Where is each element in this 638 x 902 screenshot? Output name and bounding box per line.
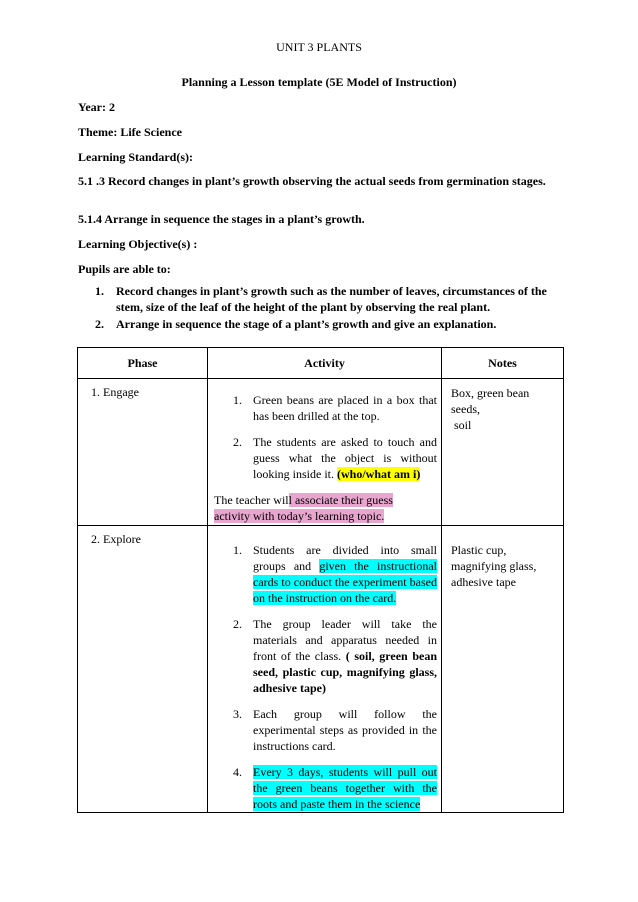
step-text: Students are divided into small groups and (253, 543, 437, 573)
header-notes: Notes (442, 348, 564, 379)
step-number: 4. (233, 765, 242, 779)
phase-explore: 2. Explore (78, 526, 208, 813)
objective-item (95, 283, 565, 315)
objective-number: 1. (95, 284, 104, 298)
page-header: UNIT 3 PLANTS (276, 40, 362, 54)
notes-engage (442, 379, 564, 526)
highlight-pink: l associate their guess (288, 493, 393, 507)
objective-item (95, 316, 565, 332)
note-line: Plastic cup, (451, 543, 507, 557)
explore-step-2 (208, 616, 441, 696)
objective-text: Arrange in sequence the stage of a plant’s growth and give an explanation. (116, 317, 497, 331)
objectives-list (95, 283, 565, 333)
objective-text: Record changes in plant’s growth such as the number of leaves, circumstances of the stem, size of the leaf of the height of the plant by observing the real plant. (116, 284, 547, 314)
note-line: Box, green bean (451, 386, 530, 400)
step-number: 2. (233, 617, 242, 631)
materials-list: ( soil, green bean seed, plastic cup, magnifying glass, adhesive tape) (253, 649, 437, 695)
header-phase: Phase (78, 348, 208, 379)
objective-number: 2. (95, 317, 104, 331)
explore-step-3 (208, 706, 441, 754)
step-text: Green beans are placed in a box that has been drilled at the top. (253, 393, 437, 423)
learning-objectives-label: Learning Objective(s) : (78, 237, 198, 251)
notes-explore (442, 526, 564, 813)
engage-step-2 (208, 434, 441, 482)
explore-step-1 (208, 542, 441, 606)
lesson-plan-table (77, 347, 564, 813)
note-line: seeds, (451, 402, 480, 416)
table-header-row (78, 348, 564, 379)
explore-step-4 (208, 764, 441, 812)
engage-step-1 (208, 392, 441, 424)
standard-1: 5.1 .3 Record changes in plant’s growth observing the actual seeds from germination stages. (78, 174, 546, 188)
note-line: magnifying glass, (451, 559, 537, 573)
activity-engage (208, 379, 442, 526)
header-activity: Activity (208, 348, 442, 379)
step-text: The group leader will take the materials and apparatus needed in front of the class. (253, 617, 437, 663)
pupils-able-line: Pupils are able to: (78, 262, 171, 276)
highlight-pink: activity with today’s learning topic. (214, 509, 385, 523)
step-number: 2. (233, 435, 242, 449)
step-text: The students are asked to touch and guess what the object is without looking inside it. (253, 435, 437, 481)
note-line: adhesive tape (451, 575, 516, 589)
teacher-text: The teacher wil (214, 493, 289, 507)
phase-engage: 1. Engage (78, 379, 208, 526)
activity-explore (208, 526, 442, 813)
table-row-explore (78, 526, 564, 813)
standard-2: 5.1.4 Arrange in sequence the stages in a plant’s growth. (78, 212, 365, 226)
year-line: Year: 2 (78, 100, 115, 114)
step-text: Each group will follow the experimental steps as provided in the instructions card. (253, 707, 437, 753)
document-title: Planning a Lesson template (5E Model of Instruction) (181, 75, 457, 89)
highlight-who-what: (who/what am i) (337, 467, 421, 481)
learning-standards-label: Learning Standard(s): (78, 150, 194, 164)
teacher-note (208, 492, 441, 524)
highlight-cyan: Every 3 days, students will pull out the green beans together with the roots and paste them in the science (253, 765, 437, 811)
highlight-cyan: given the instructional cards to conduct the experiment based on the instruction on the card. (253, 559, 437, 605)
table-row-engage (78, 379, 564, 526)
note-line: soil (451, 418, 472, 432)
step-number: 1. (233, 393, 242, 407)
theme-line: Theme: Life Science (78, 125, 182, 139)
step-number: 3. (233, 707, 242, 721)
step-number: 1. (233, 543, 242, 557)
